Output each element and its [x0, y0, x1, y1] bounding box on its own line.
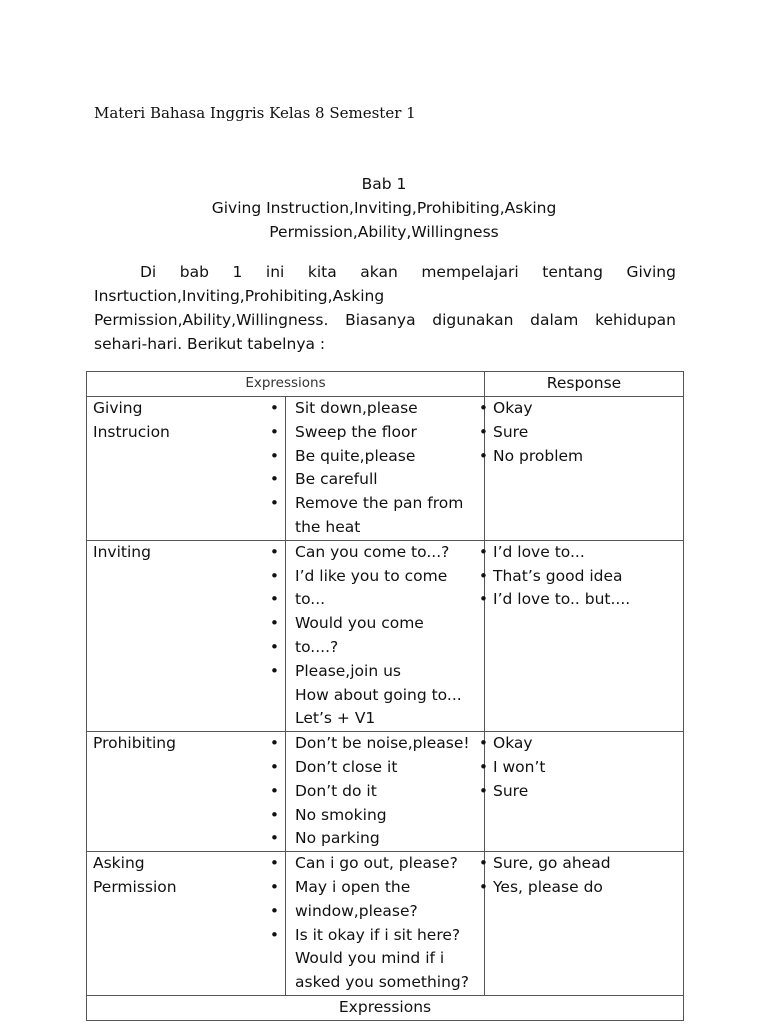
expression-item: Be carefull [295, 470, 378, 489]
expression-item: Is it okay if i sit here? [295, 925, 461, 944]
expressions-cell [286, 852, 488, 996]
table-footer-row [87, 995, 684, 1020]
bullet-icon: • [269, 829, 279, 848]
responses-cell [485, 732, 684, 852]
paragraph-word: kehidupan [595, 311, 676, 329]
bullet-icon: • [478, 757, 488, 776]
bullet-icon: • [269, 734, 279, 753]
bullet-icon: • [269, 925, 279, 944]
response-item: Sure, go ahead [493, 854, 611, 873]
chapter-title-line2: Permission,Ability,Willingness [269, 223, 499, 241]
paragraph-word: kita [307, 263, 337, 281]
bullet-icon: • [478, 446, 488, 465]
table-row [87, 540, 684, 731]
response-item: That’s good idea [493, 566, 623, 585]
bullet-icon: • [478, 854, 488, 873]
bullet-column [270, 732, 279, 851]
paragraph-line [94, 308, 676, 332]
intro-paragraph [94, 260, 676, 356]
bullet-column [479, 732, 488, 803]
bullet-column [270, 541, 279, 684]
paragraph-word: 1 [232, 263, 243, 281]
paragraph-word: Giving [626, 263, 676, 281]
expression-item: Sweep the floor [295, 422, 417, 441]
footer-expressions: Expressions [87, 995, 684, 1020]
expression-item: Can you come to...? [295, 542, 450, 561]
bullet-icon: • [478, 399, 488, 417]
bullet-icon: • [478, 734, 488, 753]
response-item: No problem [493, 446, 584, 465]
bullet-icon: • [269, 757, 279, 776]
expression-item: Don’t do it [295, 781, 377, 800]
bullet-icon: • [478, 542, 488, 561]
expressions-cell [286, 397, 488, 541]
category-label: Giving [93, 399, 143, 417]
paragraph-word: Di [140, 263, 157, 281]
bullet-icon: • [269, 399, 279, 417]
response-item: Sure [493, 781, 529, 800]
chapter-title-line1: Giving Instruction,Inviting,Prohibiting,Asking [211, 199, 557, 217]
responses-cell [485, 852, 684, 996]
expression-item: Be quite,please [295, 446, 416, 465]
responses-cell [485, 540, 684, 731]
bullet-icon: • [269, 661, 279, 680]
expression-item: I’d like you to come to... [295, 566, 448, 609]
category-label: Instrucion [93, 422, 170, 441]
bullet-icon: • [269, 781, 279, 800]
response-item: Okay [493, 399, 533, 417]
expression-item: How about going to... [295, 685, 462, 704]
expression-item: Would you mind if i asked you something? [295, 949, 469, 992]
paragraph-word: digunakan [432, 311, 514, 329]
bullet-icon: • [269, 854, 279, 873]
responses-cell [485, 397, 684, 541]
bullet-column [479, 397, 488, 468]
table-row [87, 397, 684, 541]
bullet-icon: • [478, 781, 488, 800]
header-response: Response [485, 372, 684, 397]
category-cell [87, 397, 286, 541]
expression-item: Remove the pan from the heat [295, 494, 464, 536]
response-item: I’d love to... [493, 542, 585, 561]
response-item: I’d love to.. but.... [493, 590, 631, 609]
category-label: Asking [93, 854, 145, 873]
bullet-icon: • [478, 590, 488, 609]
paragraph-word: ini [265, 263, 285, 281]
bullet-icon: • [269, 494, 279, 513]
category-label: Inviting [93, 542, 151, 561]
bullet-icon: • [478, 877, 488, 896]
bullet-icon: • [269, 877, 279, 896]
document-title: Materi Bahasa Inggris Kelas 8 Semester 1 [94, 104, 416, 122]
bullet-icon: • [269, 590, 279, 609]
expression-item: Sit down,please [295, 399, 418, 417]
paragraph-line [94, 260, 676, 284]
category-cell [87, 540, 286, 731]
category-cell [87, 852, 286, 996]
expression-item: No smoking [295, 805, 387, 824]
bullet-column [270, 397, 279, 516]
table-row [87, 852, 684, 996]
category-cell [87, 732, 286, 852]
paragraph-word: bab [179, 263, 209, 281]
category-label: Prohibiting [93, 734, 176, 753]
expression-item: Would you come to....? [295, 614, 424, 656]
header-expressions: Expressions [87, 372, 485, 397]
paragraph-line: sehari-hari. Berikut tabelnya : [94, 335, 326, 353]
paragraph-word: mempelajari [421, 263, 519, 281]
bullet-icon: • [269, 805, 279, 824]
chapter-number: Bab 1 [361, 175, 407, 193]
response-item: I won’t [493, 757, 546, 776]
bullet-icon: • [269, 446, 279, 465]
expression-item: Let’s + V1 [295, 709, 376, 728]
category-label: Permission [93, 877, 177, 896]
expression-item: Don’t close it [295, 757, 398, 776]
bullet-column [479, 541, 488, 612]
expression-item: Can i go out, please? [295, 854, 458, 873]
bullet-icon: • [269, 637, 279, 656]
expressions-cell [286, 540, 488, 731]
bullet-icon: • [269, 422, 279, 441]
bullet-icon: • [478, 422, 488, 441]
bullet-icon: • [269, 566, 279, 585]
response-item: Yes, please do [493, 877, 603, 896]
table-row [87, 732, 684, 852]
expression-item: No parking [295, 829, 380, 848]
paragraph-word: Permission,Ability,Willingness. [94, 311, 329, 329]
paragraph-line: Insrtuction,Inviting,Prohibiting,Asking [94, 287, 385, 305]
bullet-icon: • [269, 542, 279, 561]
expression-item: Please,join us [295, 661, 401, 680]
bullet-icon: • [478, 566, 488, 585]
response-item: Okay [493, 734, 533, 753]
response-item: Sure [493, 422, 529, 441]
table-header-row [87, 372, 684, 397]
paragraph-word: tentang [542, 263, 603, 281]
bullet-column [270, 852, 279, 947]
expression-item: Don’t be noise,please! [295, 734, 470, 753]
bullet-icon: • [269, 614, 279, 633]
bullet-icon: • [269, 470, 279, 489]
bullet-column [479, 852, 488, 900]
bullet-icon: • [269, 901, 279, 920]
paragraph-word: akan [360, 263, 398, 281]
expressions-table [86, 371, 684, 1021]
expression-item: May i open the window,please? [295, 877, 418, 920]
expressions-cell [286, 732, 488, 852]
paragraph-word: dalam [530, 311, 579, 329]
paragraph-word: Biasanya [345, 311, 416, 329]
